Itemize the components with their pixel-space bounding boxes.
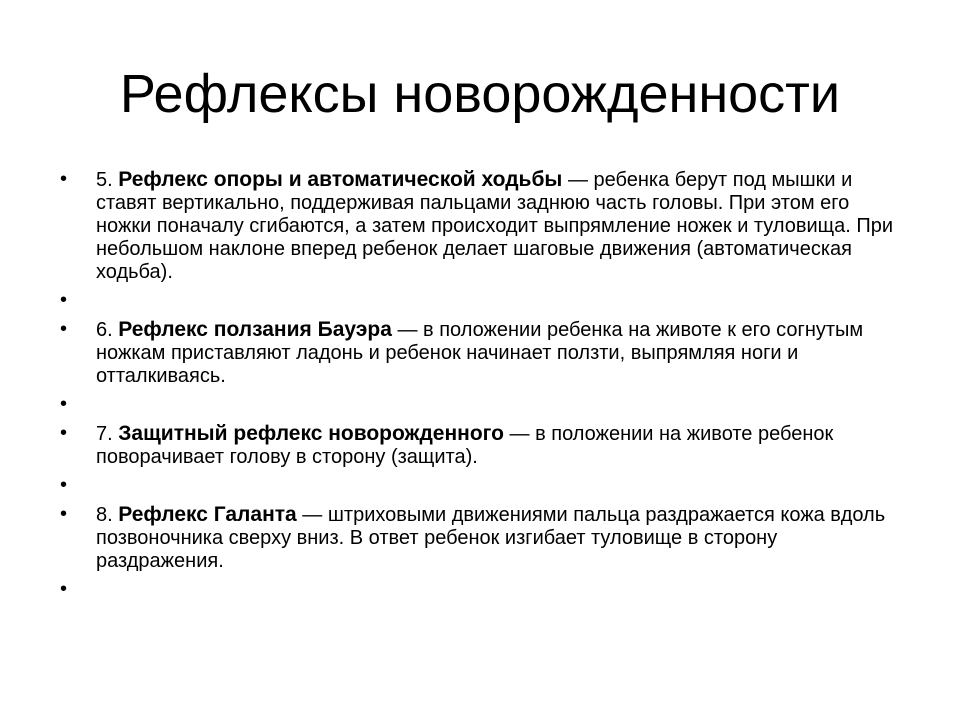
bullet-icon: • — [60, 393, 68, 415]
list-item-reflex-7 — [60, 422, 910, 469]
item-number: 8. — [96, 504, 113, 526]
slide-title: Рефлексы новорожденности — [119, 64, 841, 124]
item-number: 7. — [96, 423, 113, 445]
reflex-name: Рефлекс Галанта — [118, 503, 297, 526]
reflex-description: штриховыми движениями пальца раздражается кожа вдоль позвоночника сверху вниз. В ответ ребенок изгибает туловище в сторону раздражения. — [96, 504, 886, 572]
bullet-icon: • — [60, 474, 68, 496]
list-item-reflex-8 — [60, 503, 910, 573]
item-dash: — — [567, 169, 588, 191]
bullet-icon: • — [60, 578, 68, 600]
bullet-icon: • — [60, 168, 68, 190]
item-number: 6. — [96, 319, 113, 341]
empty-bullet — [60, 474, 910, 497]
item-dash: — — [302, 504, 323, 526]
empty-bullet — [60, 393, 910, 416]
bullet-icon: • — [60, 318, 68, 340]
reflex-description: ребенка берут под мышки и ставят вертикально, поддерживая пальцами заднюю часть головы. При этом его ножки поначалу сгибаются, а затем происходит выпрямление ножек и туловища. При небольшом наклоне вперед ребенок делает шаговые движения (автоматическая ходьба). — [96, 169, 894, 283]
bullet-list — [60, 168, 910, 607]
reflex-name: Защитный рефлекс новорожденного — [118, 422, 504, 445]
empty-bullet — [60, 578, 910, 601]
item-number: 5. — [96, 169, 113, 191]
reflex-name: Рефлекс ползания Бауэра — [118, 318, 392, 341]
bullet-icon: • — [60, 503, 68, 525]
bullet-icon: • — [60, 422, 68, 444]
bullet-icon: • — [60, 289, 68, 311]
reflex-description: в положении ребенка на животе к его согнутым ножкам приставляют ладонь и ребенок начинает ползти, выпрямляя ноги и отталкиваясь. — [96, 319, 864, 387]
list-item-reflex-6 — [60, 318, 910, 388]
list-item-reflex-5 — [60, 168, 910, 284]
item-dash: — — [509, 423, 530, 445]
reflex-description: в положении на животе ребенок поворачивает голову в сторону (защита). — [96, 423, 834, 468]
reflex-name: Рефлекс опоры и автоматической ходьбы — [118, 168, 563, 191]
empty-bullet — [60, 289, 910, 312]
item-dash: — — [397, 319, 418, 341]
